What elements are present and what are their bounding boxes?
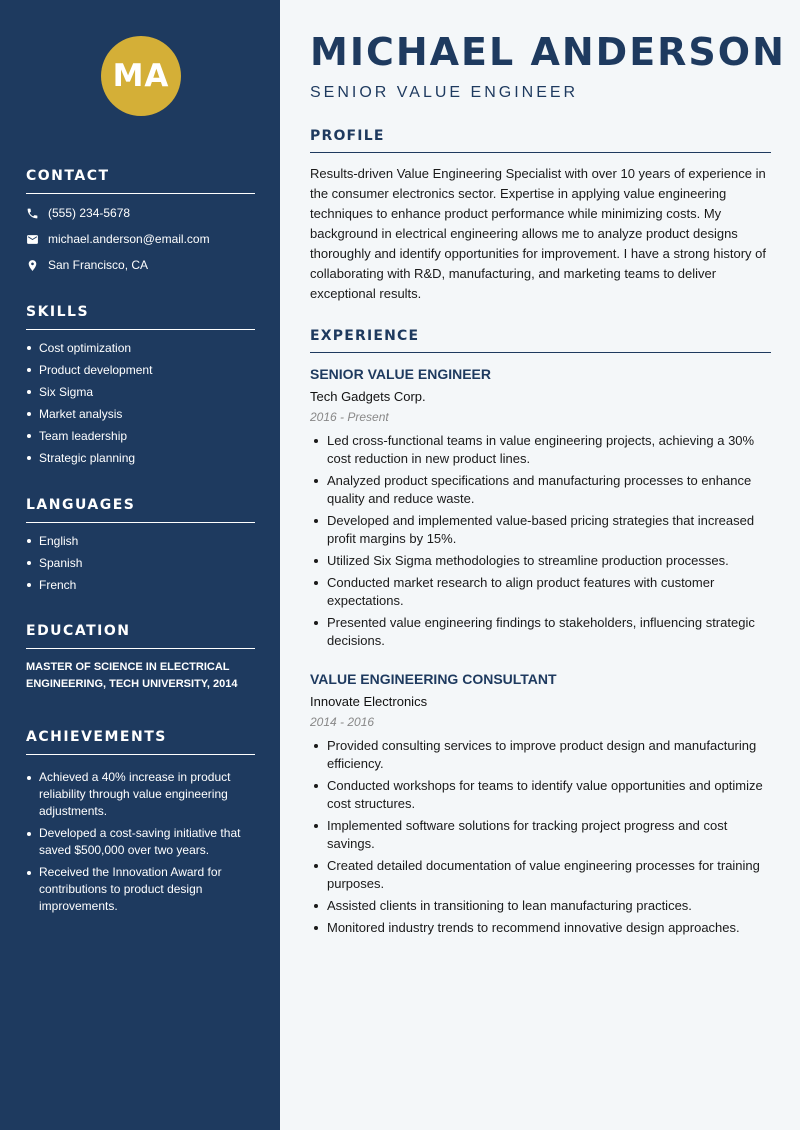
experience-heading: EXPERIENCE (310, 328, 771, 353)
location-pin-icon (26, 259, 39, 272)
education-degree: MASTER OF SCIENCE IN ELECTRICAL ENGINEERING, TECH UNIVERSITY, 2014 (26, 661, 238, 690)
job-bullet: Led cross-functional teams in value engineering projects, achieving a 30% cost reduction in new product lines. (310, 432, 771, 468)
achievements-heading: ACHIEVEMENTS (26, 729, 255, 755)
phone-icon (26, 207, 39, 220)
skills-section (26, 304, 255, 469)
candidate-role: SENIOR VALUE ENGINEER (310, 84, 579, 101)
sidebar (0, 0, 280, 1130)
email-text: michael.anderson@email.com (48, 232, 210, 246)
job-bullet: Assisted clients in transitioning to lean manufacturing practices. (310, 897, 771, 915)
languages-list (26, 530, 255, 596)
job-bullet: Presented value engineering findings to stakeholders, influencing strategic decisions. (310, 614, 771, 650)
contact-email[interactable] (26, 226, 255, 252)
language-item: Spanish (26, 552, 255, 574)
skill-item: Market analysis (26, 403, 255, 425)
job-bullet: Conducted market research to align product features with customer expectations. (310, 574, 771, 610)
job-company: Tech Gadgets Corp. (310, 389, 426, 404)
job-company: Innovate Electronics (310, 694, 428, 709)
job-entry (310, 671, 771, 941)
job-bullet: Monitored industry trends to recommend innovative design approaches. (310, 919, 771, 937)
skill-item: Product development (26, 359, 255, 381)
job-bullet: Developed and implemented value-based pricing strategies that increased profit margins by 15%. (310, 512, 771, 548)
achievements-section (26, 729, 255, 920)
job-dates: 2014 - 2016 (310, 715, 375, 729)
job-bullet: Implemented software solutions for tracking project progress and cost savings. (310, 817, 771, 853)
education-heading: EDUCATION (26, 623, 255, 649)
achievement-item: Received the Innovation Award for contributions to product design improvements. (26, 864, 255, 915)
skills-list (26, 337, 255, 469)
job-bullet: Conducted workshops for teams to identify value opportunities and optimize cost structures. (310, 777, 771, 813)
skill-item: Cost optimization (26, 337, 255, 359)
job-title: SENIOR VALUE ENGINEER (310, 366, 491, 382)
job-bullet: Provided consulting services to improve product design and manufacturing efficiency. (310, 737, 771, 773)
job-title: VALUE ENGINEERING CONSULTANT (310, 671, 557, 687)
skill-item: Team leadership (26, 425, 255, 447)
achievement-item: Achieved a 40% increase in product reliability through value engineering adjustments. (26, 769, 255, 820)
job-bullet: Created detailed documentation of value engineering processes for training purposes. (310, 857, 771, 893)
job-bullets (310, 432, 771, 650)
skill-item: Strategic planning (26, 447, 255, 469)
phone-text: (555) 234-5678 (48, 206, 131, 220)
languages-heading: LANGUAGES (26, 497, 255, 523)
language-item: English (26, 530, 255, 552)
location-text: San Francisco, CA (48, 258, 149, 272)
contact-phone[interactable] (26, 200, 255, 226)
job-entry (310, 366, 771, 654)
avatar-initials: MA (112, 58, 170, 94)
contact-location (26, 252, 255, 278)
job-bullet: Analyzed product specifications and manufacturing processes to enhance quality and reduce waste. (310, 472, 771, 508)
education-section (26, 623, 255, 693)
avatar (101, 36, 181, 116)
job-dates: 2016 - Present (310, 410, 389, 424)
skill-item: Six Sigma (26, 381, 255, 403)
skills-heading: SKILLS (26, 304, 255, 330)
job-bullets (310, 737, 771, 937)
achievement-item: Developed a cost-saving initiative that saved $500,000 over two years. (26, 825, 255, 859)
profile-text: Results-driven Value Engineering Specialist with over 10 years of experience in the consumer electronics sector. Expertise in applying value engineering techniques to enhance product performance while minimizing costs. My background in electrical engineering allows me to analyze product designs thoroughly and identify opportunities for improvement. I have a strong history of collaborating with R&D, manufacturing, and marketing teams to deliver exceptional results. (310, 166, 766, 301)
contact-section (26, 168, 255, 278)
achievements-list (26, 769, 255, 915)
email-icon (26, 233, 39, 246)
language-item: French (26, 574, 255, 596)
job-bullet: Utilized Six Sigma methodologies to streamline production processes. (310, 552, 771, 570)
profile-heading: PROFILE (310, 128, 771, 153)
candidate-name: MICHAEL ANDERSON (310, 30, 786, 74)
languages-section (26, 497, 255, 596)
contact-heading: CONTACT (26, 168, 255, 194)
